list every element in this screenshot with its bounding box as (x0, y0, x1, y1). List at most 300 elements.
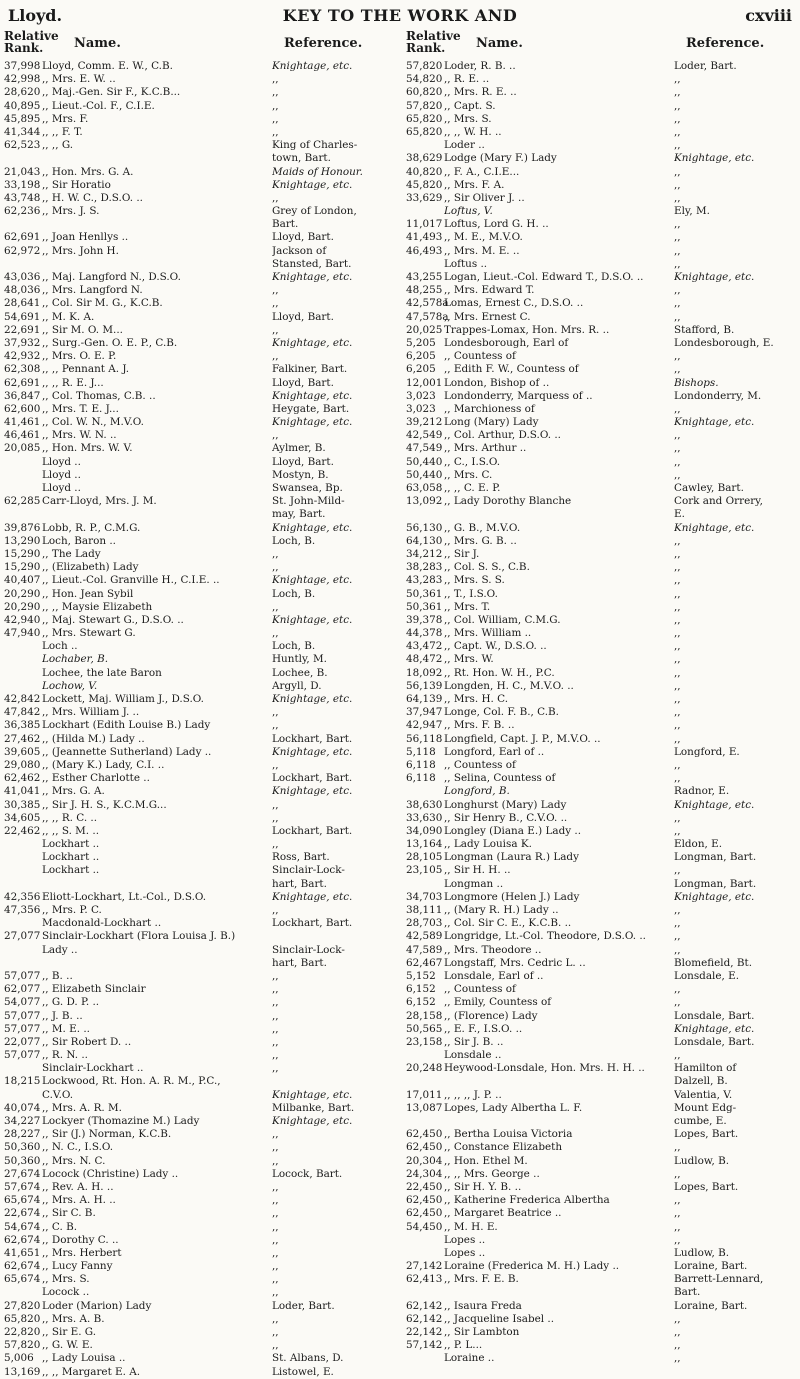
entry-row (4, 917, 394, 930)
entry-name: ,, ,, C. E. P. (444, 482, 501, 494)
entry-row (406, 139, 796, 152)
entry-name: Longfield, Capt. J. P., M.V.O. .. (444, 732, 601, 745)
rank-number: 57,820 (4, 1339, 41, 1352)
entry-name: Longman .. (444, 877, 504, 890)
entry-reference: ,, (272, 323, 279, 336)
entry-reference: ,, (674, 125, 681, 138)
rank-number: 13,290 (4, 534, 41, 547)
entry-reference: Falkiner, Bart. (272, 363, 348, 376)
entry-row (4, 1207, 394, 1220)
rank-number: 43,472 (406, 640, 443, 653)
entry-reference: Longford, E. (674, 745, 740, 758)
entry-reference: Ludlow, B. (674, 1246, 730, 1259)
entry-name: ,, Maj. Stewart G., D.S.O. .. (42, 613, 184, 626)
entry-row (4, 996, 394, 1009)
reference-header: Reference. (686, 36, 765, 51)
header-center: KEY TO THE WORK AND (282, 6, 518, 25)
entry-row (406, 390, 796, 403)
entry-reference: Knightage, etc. (272, 389, 353, 402)
entry-row (406, 838, 796, 851)
rank-number: 62,523 (4, 139, 41, 152)
entry-row (406, 1089, 796, 1102)
entry-name: ,, Sir H. H. .. (444, 864, 511, 877)
entry-row (406, 825, 796, 838)
entry-name: ,, Sir E. G. (42, 1326, 97, 1338)
entry-reference: ,, (272, 1312, 279, 1325)
entry-reference: ,, (674, 706, 681, 719)
entry-reference: Lochee, B. (272, 666, 328, 679)
entry-reference: ,, (272, 1260, 279, 1273)
entry-name: ,, Sir (J.) Norman, K.C.B. (42, 1128, 172, 1141)
entry-row (4, 1181, 394, 1194)
rank-number: 62,413 (406, 1273, 443, 1286)
entry-row (4, 126, 394, 139)
entry-name: ,, B. .. (42, 969, 73, 982)
entry-row (4, 1234, 394, 1247)
entry-name: Loftus, V. (444, 205, 493, 218)
rank-number: 3,023 (406, 402, 436, 415)
entry-reference: Knightage, etc. (674, 890, 755, 903)
entry-reference: ,, (272, 1049, 279, 1062)
right-column (406, 30, 796, 1366)
entry-name: Lockhart (Edith Louise B.) Lady (42, 719, 211, 732)
entry-name: ,, Mrs. T. (444, 600, 491, 613)
rank-number: 62,285 (4, 495, 41, 508)
entry-reference: Barrett-Lennard, (674, 1273, 764, 1286)
entry-row (4, 680, 394, 693)
rank-number: 57,674 (4, 1180, 41, 1193)
entry-reference: ,, (674, 350, 681, 363)
entry-name: ,, Sir Oliver J. .. (444, 191, 525, 204)
rank-number: 11,017 (406, 218, 443, 231)
entry-reference: Loch, B. (272, 534, 316, 547)
entry-reference: ,, (272, 1141, 279, 1154)
rank-number: 40,074 (4, 1101, 41, 1114)
rank-number: 28,158 (406, 1009, 443, 1022)
entry-reference: Locock, Bart. (272, 1167, 343, 1180)
rank-number: 57,077 (4, 969, 41, 982)
entry-reference: ,, (674, 864, 681, 877)
entry-reference: Knightage, etc. (272, 574, 353, 587)
entry-name: Lonsdale .. (444, 1049, 502, 1062)
rank-number: 18,092 (406, 666, 443, 679)
entry-row (4, 851, 394, 864)
entry-name: ,, C., I.S.O. (444, 455, 501, 468)
entry-row (4, 1049, 394, 1062)
entry-name: Longe, Col. F. B., C.B. (444, 706, 559, 719)
entry-row (406, 1181, 796, 1194)
entry-row (406, 297, 796, 310)
entry-reference: Sinclair-Lock- (272, 943, 345, 956)
entry-name: London, Bishop of .. (444, 376, 550, 389)
entry-reference: ,, (272, 1273, 279, 1286)
entry-row (406, 1221, 796, 1234)
entry-row (4, 614, 394, 627)
rank-number: 42,578a (406, 297, 449, 310)
entry-name: ,, ,, Margaret E. A. (42, 1365, 141, 1378)
rank-number: 22,462 (4, 824, 41, 837)
entry-row (4, 746, 394, 759)
entry-row (4, 930, 394, 943)
entry-reference: Stafford, B. (674, 323, 735, 336)
entry-reference: ,, (272, 838, 279, 851)
entry-list (4, 60, 394, 1379)
entry-reference: ,, (272, 627, 279, 640)
entry-reference: Knightage, etc. (272, 178, 353, 191)
entry-reference: Loch, B. (272, 587, 316, 600)
entry-reference: Stansted, Bart. (272, 257, 352, 270)
entry-reference: ,, (674, 1339, 681, 1352)
rank-number: 54,691 (4, 310, 41, 323)
entry-reference: hart, Bart. (272, 877, 327, 890)
entry-name: ,, Sir H. Y. B. .. (444, 1180, 522, 1193)
entry-reference: Knightage, etc. (674, 1022, 755, 1035)
entry-row (406, 1286, 796, 1299)
entry-row (4, 390, 394, 403)
entry-row (406, 1102, 796, 1115)
entry-name: Eliott-Lockhart, Lt.-Col., D.S.O. (42, 890, 207, 903)
entry-name: Lockhart .. (42, 851, 100, 864)
entry-name: ,, Esther Charlotte .. (42, 772, 150, 785)
entry-name: ,, Lieut.-Col. Granville H., C.I.E. .. (42, 574, 220, 587)
entry-reference: ,, (674, 917, 681, 930)
entry-reference: ,, (272, 1062, 279, 1075)
entry-reference: ,, (272, 1233, 279, 1246)
rank-number: 56,118 (406, 732, 443, 745)
rank-number: 43,748 (4, 191, 41, 204)
entry-row (4, 759, 394, 772)
rank-number: 64,139 (406, 693, 443, 705)
entry-row (406, 1326, 796, 1339)
entry-row (406, 1141, 796, 1154)
entry-name: Lady .. (42, 943, 78, 956)
rank-number: 65,674 (4, 1194, 41, 1207)
entry-row (406, 456, 796, 469)
entry-row (4, 1339, 394, 1352)
rank-number: 40,407 (4, 574, 41, 587)
entry-row (4, 706, 394, 719)
entry-name: ,, ,, F. T. (42, 125, 83, 138)
entry-reference: ,, (272, 547, 279, 560)
entry-reference: Loraine, Bart. (674, 1260, 748, 1273)
entry-row (4, 469, 394, 482)
entry-row (406, 284, 796, 297)
entry-reference: town, Bart. (272, 152, 331, 165)
entry-row (4, 1194, 394, 1207)
rank-number: 46,461 (4, 429, 41, 442)
entry-row (406, 166, 796, 179)
entry-row (4, 588, 394, 601)
entry-row (4, 640, 394, 653)
entry-row (406, 878, 796, 891)
entry-row (406, 377, 796, 390)
entry-reference: ,, (272, 86, 279, 99)
entry-row (406, 1313, 796, 1326)
entry-reference: ,, (674, 574, 681, 587)
rank-number: 62,691 (4, 376, 41, 389)
rank-number: 42,356 (4, 890, 41, 903)
entry-reference: may, Bart. (272, 508, 326, 521)
entry-reference: ,, (272, 706, 279, 719)
entry-name: ,, Mrs. F. (42, 112, 89, 125)
entry-row (406, 640, 796, 653)
entry-row (406, 205, 796, 218)
rank-number: 56,130 (406, 521, 443, 534)
column-header (4, 30, 394, 60)
entry-name: ,, Mrs. E. W. .. (42, 73, 116, 86)
entry-row (4, 667, 394, 680)
entry-row (406, 1010, 796, 1023)
entry-name: Lockyer (Thomazine M.) Lady (42, 1115, 200, 1127)
entry-reference: ,, (674, 1233, 681, 1246)
entry-name: ,, Mrs. S. (444, 112, 492, 125)
rank-number: 40,895 (4, 99, 41, 112)
rank-number: 36,847 (4, 389, 41, 402)
entry-name: ,, Hon. Jean Sybil (42, 587, 134, 600)
rank-number: 6,205 (406, 350, 436, 363)
rank-number: 62,600 (4, 402, 41, 415)
entry-reference: ,, (272, 297, 279, 310)
entry-reference: ,, (674, 1049, 681, 1062)
entry-name: ,, Rt. Hon. W. H., P.C. (444, 666, 555, 679)
entry-name: ,, Mrs. Herbert (42, 1246, 122, 1259)
entry-reference: ,, (272, 996, 279, 1009)
entry-row (4, 1089, 394, 1102)
entry-reference: hart, Bart. (272, 956, 327, 969)
rank-number: 47,549 (406, 442, 443, 455)
entry-row (406, 785, 796, 798)
entry-reference: ,, (674, 191, 681, 204)
entry-name: ,, Col. Sir M. G., K.C.B. (42, 297, 163, 310)
entry-reference: Loder, Bart. (674, 60, 737, 72)
rank-number: 45,820 (406, 178, 443, 191)
rank-number: 54,820 (406, 73, 443, 86)
entry-name: Locock (Christine) Lady .. (42, 1167, 179, 1180)
entry-row (406, 1075, 796, 1088)
entry-row (4, 878, 394, 891)
entry-reference: ,, (674, 1207, 681, 1220)
rank-number: 37,932 (4, 336, 41, 349)
entry-reference: Cawley, Bart. (674, 482, 744, 494)
entry-reference: ,, (674, 653, 681, 666)
entry-row (406, 218, 796, 231)
entry-name: ,, Bertha Louisa Victoria (444, 1128, 573, 1141)
reference-header: Reference. (284, 36, 363, 51)
entry-reference: ,, (272, 561, 279, 574)
entry-reference: ,, (674, 587, 681, 600)
rank-number: 28,620 (4, 86, 41, 99)
entry-name: Heywood-Lonsdale, Hon. Mrs. H. H. .. (444, 1062, 645, 1075)
entry-reference: Lopes, Bart. (674, 1180, 739, 1193)
entry-reference: ,, (674, 732, 681, 745)
entry-name: ,, Marchioness of (444, 402, 535, 415)
rank-number: 36,385 (4, 719, 41, 732)
rank-number: 34,227 (4, 1115, 41, 1127)
entry-row (406, 693, 796, 706)
rank-number: 50,360 (4, 1141, 41, 1154)
entry-reference: ,, (674, 627, 681, 640)
rank-number: 39,212 (406, 416, 443, 429)
entry-reference: ,, (674, 1167, 681, 1180)
rank-number: 5,205 (406, 336, 436, 349)
rank-number: 50,565 (406, 1022, 443, 1035)
entry-row (4, 1075, 394, 1088)
entry-row (406, 245, 796, 258)
entry-row (406, 930, 796, 943)
entry-row (4, 324, 394, 337)
entry-row (406, 799, 796, 812)
entry-row (406, 1234, 796, 1247)
entry-name: ,, Col. S. S., C.B. (444, 561, 530, 574)
rank-number: 57,077 (4, 1022, 41, 1035)
entry-reference: ,, (674, 363, 681, 376)
rank-number: 6,205 (406, 363, 436, 376)
entry-name: ,, G. W. E. (42, 1339, 93, 1352)
entry-name: ,, Mrs. T. E. J... (42, 402, 119, 415)
rank-number: 13,169 (4, 1365, 41, 1378)
entry-reference: ,, (674, 429, 681, 442)
entry-reference: Dalzell, B. (674, 1075, 728, 1088)
entry-reference: ,, (674, 983, 681, 996)
entry-reference: ,, (272, 112, 279, 125)
entry-reference: Knightage, etc. (272, 416, 353, 429)
header-left: Lloyd. (8, 6, 63, 25)
entry-reference: Milbanke, Bart. (272, 1101, 355, 1114)
rank-number: 22,674 (4, 1207, 41, 1220)
rank-number: 47,356 (4, 904, 41, 916)
entry-name: ,, Mrs. William .. (444, 627, 532, 640)
entry-name: C.V.O. (42, 1088, 74, 1101)
entry-reference: ,, (674, 284, 681, 297)
entry-name: Logan, Lieut.-Col. Edward T., D.S.O. .. (444, 271, 644, 283)
entry-row (406, 588, 796, 601)
entry-reference: ,, (674, 442, 681, 455)
entry-name: ,, ,, W. H. .. (444, 125, 502, 138)
entry-reference: Bishops. (674, 376, 719, 389)
entry-reference: ,, (674, 693, 681, 705)
entry-row (4, 297, 394, 310)
entry-reference: Mount Edg- (674, 1101, 737, 1114)
entry-reference: Ross, Bart. (272, 851, 330, 864)
entry-row (4, 957, 394, 970)
entry-name: ,, Mrs. C. (444, 468, 493, 481)
entry-name: ,, Mrs. William J. .. (42, 706, 140, 719)
entry-row (406, 1155, 796, 1168)
rank-number: 41,493 (406, 231, 443, 244)
entry-row (406, 891, 796, 904)
rank-number: 6,152 (406, 983, 436, 996)
entry-name: ,, Lady Louisa .. (42, 1352, 126, 1365)
entry-reference: ,, (674, 824, 681, 837)
entry-reference: Knightage, etc. (272, 271, 353, 283)
rank-number: 62,450 (406, 1194, 443, 1207)
rank-number: 6,152 (406, 996, 436, 1009)
entry-name: ,, Mrs. Ernest C. (444, 310, 531, 323)
entry-reference: Knightage, etc. (272, 785, 353, 798)
entry-name: ,, ,, R. E. J... (42, 376, 104, 389)
entry-row (406, 706, 796, 719)
rank-number: 39,378 (406, 613, 443, 626)
entry-name: Lobb, R. P., C.M.G. (42, 521, 141, 534)
entry-row (406, 1300, 796, 1313)
rank-number: 62,691 (4, 231, 41, 244)
entry-row (4, 574, 394, 587)
entry-name: Lochow, V. (42, 679, 98, 692)
entry-name: Lockett, Maj. William J., D.S.O. (42, 693, 204, 705)
entry-reference: Aylmer, B. (272, 442, 326, 455)
entry-row (406, 1062, 796, 1075)
entry-reference: Knightage, etc. (674, 521, 755, 534)
entry-reference: Bart. (674, 1286, 701, 1299)
entry-name: Loder .. (444, 139, 485, 152)
entry-row (4, 548, 394, 561)
entry-reference: ,, (674, 231, 681, 244)
entry-reference: ,, (674, 218, 681, 231)
entry-reference: ,, (674, 666, 681, 679)
entry-name: ,, Mrs. N. C. (42, 1154, 106, 1167)
rank-number: 54,674 (4, 1220, 41, 1233)
entry-row (4, 152, 394, 165)
rank-number: 37,998 (4, 60, 41, 72)
entry-name: Longridge, Lt.-Col. Theodore, D.S.O. .. (444, 930, 646, 943)
rank-number: 20,025 (406, 323, 443, 336)
entry-reference: ,, (674, 1141, 681, 1154)
entry-name: Longstaff, Mrs. Cedric L. .. (444, 956, 586, 969)
entry-name: ,, Mrs. A. R. M. (42, 1101, 122, 1114)
entry-reference: ,, (272, 983, 279, 996)
rank-number: 17,011 (406, 1088, 443, 1101)
entry-reference: ,, (674, 402, 681, 415)
entry-name: Loch .. (42, 640, 78, 653)
entry-row (406, 1036, 796, 1049)
rank-number: 43,255 (406, 271, 443, 283)
entry-name: Locock .. (42, 1286, 90, 1299)
entry-name: ,, Sir J. H. S., K.C.M.G... (42, 798, 167, 811)
entry-name: ,, Dorothy C. .. (42, 1233, 119, 1246)
entry-name: ,, Mrs. G. A. (42, 785, 105, 798)
entry-row (406, 126, 796, 139)
entry-row (406, 231, 796, 244)
rank-number: 38,629 (406, 152, 443, 165)
entry-row (406, 904, 796, 917)
entry-reference: Knightage, etc. (272, 1088, 353, 1101)
entry-name: ,, Mrs. M. E. .. (444, 244, 520, 257)
rank-number: 47,842 (4, 706, 41, 719)
entry-name: Carr-Lloyd, Mrs. J. M. (42, 495, 157, 508)
rank-number: 12,001 (406, 376, 443, 389)
entry-row (4, 337, 394, 350)
rank-number: 65,820 (406, 125, 443, 138)
rank-number: 65,820 (4, 1312, 41, 1325)
entry-name: Lopes .. (444, 1246, 486, 1259)
entry-reference: ,, (674, 310, 681, 323)
entry-row (406, 113, 796, 126)
rank-number: 42,998 (4, 73, 41, 86)
page-header (8, 6, 792, 28)
entry-row (4, 258, 394, 271)
entry-reference: ,, (272, 1326, 279, 1338)
rank-number: 27,674 (4, 1167, 41, 1180)
entry-row (4, 1352, 394, 1365)
entry-name: ,, Mrs. Theodore .. (444, 943, 542, 956)
entry-row (406, 772, 796, 785)
entry-row (406, 1273, 796, 1286)
entry-reference: ,, (272, 191, 279, 204)
rank-number: 34,212 (406, 547, 443, 560)
entry-row (406, 1049, 796, 1062)
entry-reference: Longman, Bart. (674, 851, 757, 864)
entry-row (4, 904, 394, 917)
